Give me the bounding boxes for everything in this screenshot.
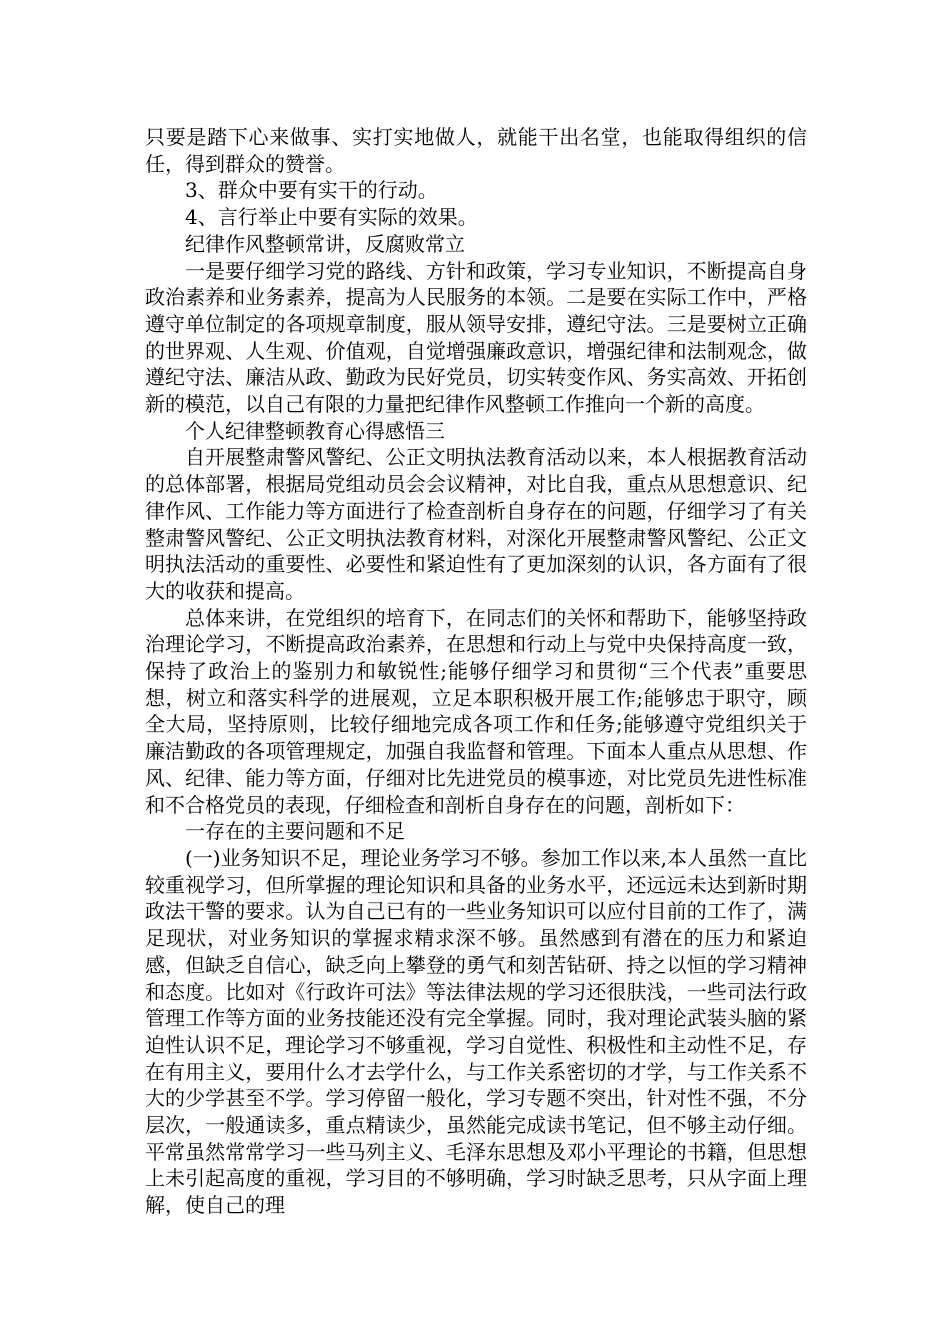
- section-heading: 一存在的主要问题和不足: [185, 819, 405, 844]
- section-heading: 个人纪律整顿教育心得感悟三: [185, 418, 445, 443]
- document-body: [145, 124, 807, 1219]
- paragraph: 自开展整肃警风警纪、公正文明执法教育活动以来，本人根据教育活动的总体部署，根据局党组动员会会议精神，对比自我，重点从思想意识、纪律作风、工作能力等方面进行了检查剖析自身存在的问题，仔细学习了有关整肃警风警纪、公正文明执法教育材料，对深化开展整肃警风警纪、公正文明执法活动的重要性、必要性和紧迫性有了更加深刻的认识，各方面有了很大的收获和提高。: [145, 445, 807, 603]
- paragraph: 只要是踏下心来做事、实打实地做人，就能干出名堂，也能取得组织的信任，得到群众的赞誉。: [145, 125, 807, 176]
- list-item-4: 4、言行举止中要有实际的效果。: [185, 205, 478, 230]
- list-item-3: 3、群众中要有实干的行动。: [185, 178, 438, 203]
- paragraph: (一)业务知识不足，理论业务学习不够。参加工作以来,本人虽然一直比较重视学习，但所掌握的理论知识和具备的业务水平，还远远未达到新时期政法干警的要求。认为自己已有的一些业务知识可以应付目前的工作了，满足现状，对业务知识的掌握求精求深不够。虽然感到有潜在的压力和紧迫感，但缺乏自信心，缺乏向上攀登的勇气和刻苦钻研、持之以恒的学习精神和态度。比如对《行政许可法》等法律法规的学习还很肤浅，一些司法行政管理工作等方面的业务技能还没有完全掌握。同时，我对理论武装头脑的紧迫性认识不足，理论学习不够重视，学习自觉性、积极性和主动性不足，存在有用主义，要用什么才去学什么，与工作关系密切的才学，与工作关系不大的少学甚至不学。学习停留一般化，学习专题不突出，针对性不强，不分层次，一般通读多，重点精读少，虽然能完成读书笔记，但不够主动仔细。平常虽然常常学习一些马列主义、毛泽东思想及邓小平理论的书籍，但思想上未引起高度的重视，学习目的不够明确，学习时缺乏思考，只从字面上理解，使自己的理: [145, 845, 807, 1218]
- section-heading: 纪律作风整顿常讲，反腐败常立: [185, 231, 465, 256]
- paragraph: 总体来讲，在党组织的培育下，在同志们的关怀和帮助下，能够坚持政治理论学习，不断提高政治素养，在思想和行动上与党中央保持高度一致，保持了政治上的鉴别力和敏锐性;能够仔细学习和贯彻“三个代表”重要思想，树立和落实科学的进展观，立足本职积极开展工作;能够忠于职守，顾全大局，坚持原则，比较仔细地完成各项工作和任务;能够遵守党组织关于廉洁勤政的各项管理规定，加强自我监督和管理。下面本人重点从思想、作风、纪律、能力等方面，仔细对比先进党员的模事迹，对比党员先进性标准和不合格党员的表现，仔细检查和剖析自身存在的问题，剖析如下：: [145, 605, 807, 817]
- paragraph: 一是要仔细学习党的路线、方针和政策，学习专业知识，不断提高自身政治素养和业务素养，提高为人民服务的本领。二是要在实际工作中，严格遵守单位制定的各项规章制度，服从领导安排，遵纪守法。三是要树立正确的世界观、人生观、价值观，自觉增强廉政意识，增强纪律和法制观念，做遵纪守法、廉洁从政、勤政为民好党员，切实转变作风、务实高效、开拓创新的模范，以自己有限的力量把纪律作风整顿工作推向一个新的高度。: [145, 258, 807, 417]
